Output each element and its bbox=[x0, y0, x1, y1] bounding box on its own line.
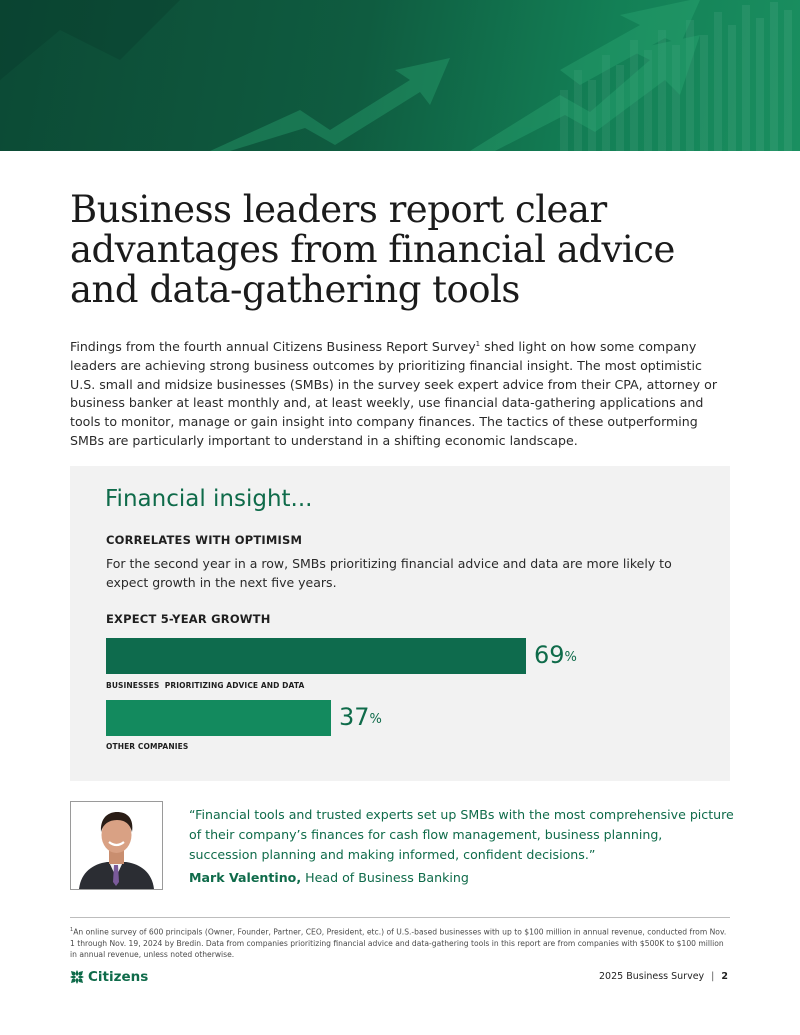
quote-author-role: Head of Business Banking bbox=[305, 870, 469, 885]
person-photo-icon bbox=[71, 802, 162, 889]
brand-name: Citizens bbox=[88, 969, 149, 985]
hero-banner bbox=[0, 0, 800, 151]
page-title: Business leaders report clear advantages from financial advice and data-gathering tools bbox=[70, 188, 675, 311]
bar-1 bbox=[106, 638, 526, 674]
intro-text: Findings from the fourth annual Citizens Business Report Survey bbox=[70, 339, 476, 355]
panel-description: For the second year in a row, SMBs prioritizing financial advice and data are more likely to expect growth in the next five years. bbox=[106, 556, 672, 590]
bar-value-label-1: 69% bbox=[534, 641, 577, 669]
footnote-divider bbox=[70, 917, 730, 918]
quote-author: Mark Valentino, bbox=[189, 870, 302, 885]
page-number: 2 bbox=[721, 971, 728, 982]
intro-paragraph bbox=[70, 335, 730, 450]
bar-category-label-1: BUSINESSES PRIORITIZING ADVICE AND DATA bbox=[106, 681, 305, 690]
bar-value-label-2: 37% bbox=[339, 703, 382, 731]
portrait-photo bbox=[70, 801, 163, 890]
chart-title: EXPECT 5-YEAR GROWTH bbox=[106, 612, 271, 626]
footnote bbox=[70, 925, 732, 960]
intro-text-continued: shed light on how some company leaders are achieving strong business outcomes by prioritizing financial insight. The most optimistic U.S. small and midsize businesses (SMBs) in the survey seek expert advice from their CPA, attorney or business banker at least monthly and, at least weekly, use financial data-gathering applications and tools to monitor, manage or gain insight into company finances. The tactics of these outperforming SMBs are particularly important to understand in a shifting economic landscape. bbox=[70, 339, 717, 448]
quote-attribution bbox=[189, 870, 469, 885]
footnote-text: An online survey of 600 principals (Owner, Founder, Partner, CEO, President, etc.) of U.S.-based businesses with up to $100 million in annual revenue, conducted from Nov. 1 through Nov. 19, 2024 by Bredin. Data from companies prioritizing financial advice and data-gathering tools in this report are from companies with $500K to $100 million in annual revenue, unless noted otherwise. bbox=[70, 927, 727, 959]
quote-text: “Financial tools and trusted experts set up SMBs with the most comprehensive picture of their company’s finances for cash flow management, business planning, succession planning and making informed, confident decisions.” bbox=[189, 807, 734, 862]
footer-separator: | bbox=[711, 971, 715, 982]
report-name: 2025 Business Survey bbox=[599, 971, 705, 982]
footnote-number: 1 bbox=[70, 927, 74, 933]
footnote-marker: 1 bbox=[475, 340, 481, 348]
growth-arrows-icon bbox=[0, 0, 800, 151]
panel-subtitle: CORRELATES WITH OPTIMISM bbox=[106, 533, 303, 547]
bar-category-label-2: OTHER COMPANIES bbox=[106, 742, 189, 751]
citizens-logo[interactable] bbox=[70, 969, 148, 985]
page-footer bbox=[599, 971, 728, 982]
panel-title: Financial insight... bbox=[105, 486, 313, 512]
bar-2 bbox=[106, 700, 331, 736]
citizens-logo-icon bbox=[70, 970, 84, 984]
insight-panel bbox=[70, 466, 730, 781]
